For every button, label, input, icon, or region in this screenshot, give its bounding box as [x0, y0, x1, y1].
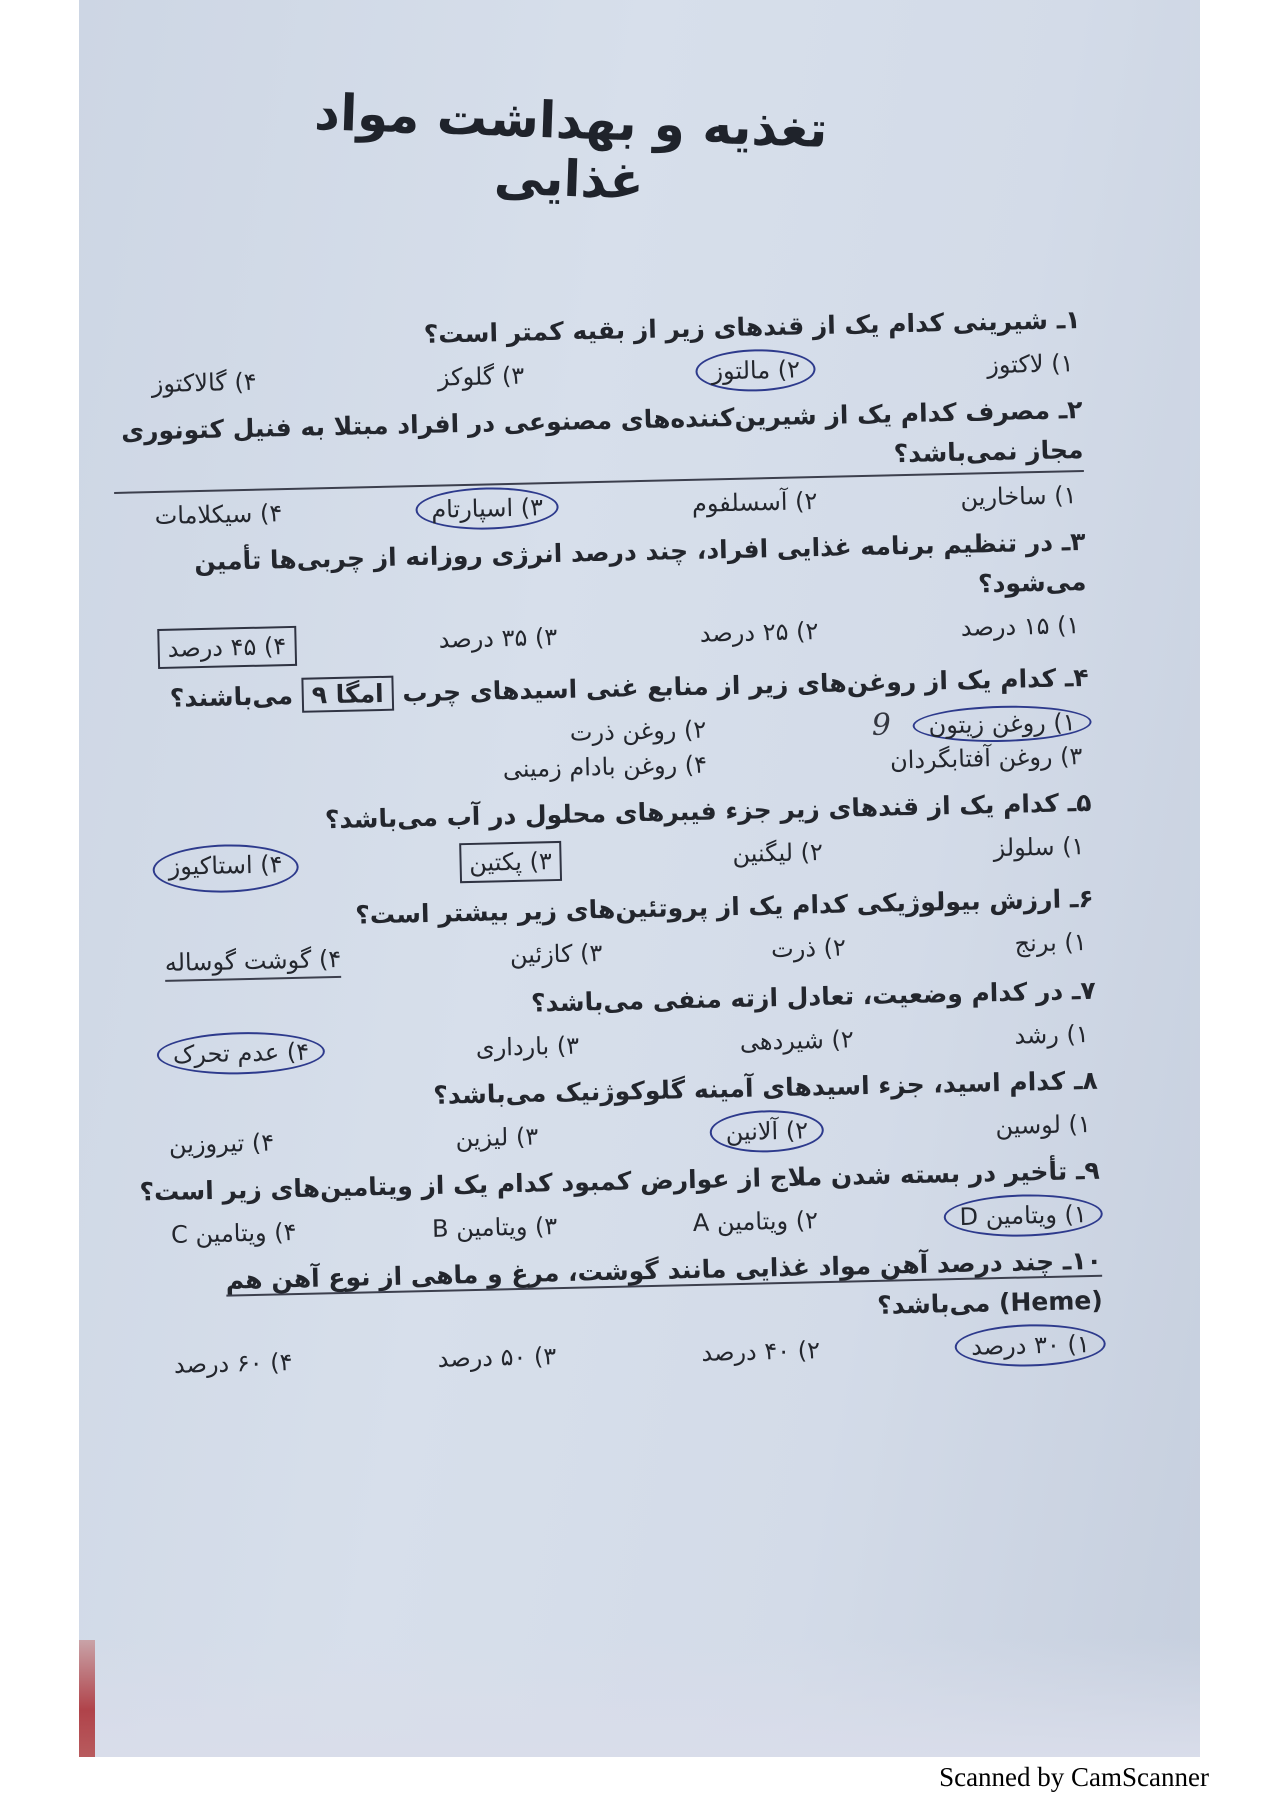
option-1-circled: ۱) ۳۰ درصد — [955, 1323, 1106, 1368]
question-text: ۵ـ کدام یک از قندهای زیر جزء فیبرهای محلول در آب می‌باشد؟ — [324, 787, 1092, 835]
option-2: ۲) روغن ذرت — [569, 715, 707, 747]
handwritten-note: 9 — [871, 707, 892, 743]
question-text: ۷ـ در کدام وضعیت، تعادل ازته منفی می‌باشد؟ — [530, 975, 1096, 1018]
question-text-part: می‌باشد؟ — [876, 1288, 991, 1320]
option-4-marked: ۴) گوشت گوساله — [164, 942, 341, 982]
option-2-circled: ۲) آلانین — [709, 1109, 824, 1154]
option-1: ۱) ۱۵ درصد — [960, 611, 1080, 642]
option-3-boxed: ۳) پکتین — [459, 841, 562, 883]
option-2-circled: ۲) مالتوز — [695, 348, 817, 393]
option-3: ۳) کازئین — [509, 939, 603, 970]
option-4-circled: ۴) عدم تحرک — [156, 1030, 325, 1076]
option-2: ۲) آسسلفوم — [691, 487, 818, 518]
option-3: ۳) ۳۵ درصد — [438, 622, 558, 654]
option-4: ۴) روغن بادام زمینی — [502, 750, 708, 784]
question-text: ۶ـ ارزش بیولوژیکی کدام یک از پروتئین‌های زیر بیشتر است؟ — [355, 883, 1094, 930]
option-1: ۱) سلولز — [993, 832, 1085, 863]
question-text: ۸ـ کدام اسید، جزء اسیدهای آمینه گلوکوژنیک می‌باشد؟ — [432, 1065, 1099, 1110]
option-3: ۳) ویتامین B — [431, 1212, 558, 1243]
question-text: ۳ـ در تنظیم برنامه غذایی افراد، چند درصد انرژی روزانه از چربی‌ها تأمین می‌شود؟ — [194, 526, 1087, 599]
question-text: ۲ـ مصرف کدام یک از شیرین‌کننده‌های مصنوعی در افراد مبتلا به فنیل کتونوری مجاز نمی‌باشد؟ — [112, 390, 1084, 494]
option-4: ۴) ویتامین C — [170, 1218, 297, 1249]
option-3: ۳) روغن آفتابگردان — [889, 742, 1083, 775]
question-2 — [112, 390, 1085, 544]
question-text-part: ۴ـ کدام یک از روغن‌های زیر از منابع غنی اسیدهای چرب — [402, 662, 1089, 708]
option-4-circled: ۴) استاکیوز — [152, 843, 299, 894]
question-text-part: ۱۰ـ چند درصد آهن مواد غذایی مانند گوشت، مرغ و ماهی از نوع آهن هم — [225, 1245, 1103, 1295]
option-3: ۳) گلوکز — [437, 361, 525, 392]
option-1: ۱) رشد — [1014, 1019, 1089, 1050]
option-2: ۲) شیردهی — [739, 1025, 854, 1056]
option-2: ۲) ذرت — [770, 933, 847, 964]
question-text: ۹ـ تأخیر در بسته شدن ملاج از عوارض کمبود کدام یک از ویتامین‌های زیر است؟ — [139, 1155, 1101, 1207]
boxed-term: امگا ۹ — [301, 676, 394, 713]
question-list — [110, 300, 1104, 1393]
option-1: ۱) لوسین — [995, 1109, 1092, 1141]
question-text-part: می‌باشند؟ — [169, 680, 294, 713]
option-4: ۴) سیکلامات — [154, 499, 283, 531]
option-1: ۱) ساخارین — [960, 481, 1077, 512]
scanner-watermark: Scanned by CamScanner — [939, 1762, 1209, 1792]
question-10 — [132, 1241, 1105, 1393]
page-title: تغذیه و بهداشت مواد غذایی — [313, 83, 829, 211]
option-3-circled: ۳) اسپارتام — [415, 486, 560, 531]
option-4: ۴) ۶۰ درصد — [173, 1348, 293, 1379]
heme-label: (Heme) — [998, 1285, 1104, 1318]
option-1: ۱) برنج — [1014, 928, 1087, 958]
option-1-circled: ۱) ویتامین D — [943, 1193, 1103, 1239]
option-2: ۲) ویتامین A — [692, 1206, 819, 1238]
option-4-marked: ۴) ۴۵ درصد — [157, 626, 296, 669]
option-3: ۳) ۵۰ درصد — [437, 1342, 557, 1373]
option-3: ۳) بارداری — [475, 1031, 580, 1062]
option-3: ۳) لیزین — [455, 1122, 539, 1153]
option-1: ۱) لاکتوز — [986, 349, 1074, 380]
background-edge — [79, 1640, 95, 1757]
question-text: ۱ـ شیرینی کدام یک از قندهای زیر از بقیه کمتر است؟ — [423, 304, 1081, 349]
option-2: ۲) ۴۰ درصد — [701, 1336, 821, 1367]
option-1-text: ۱) روغن زیتون — [912, 704, 1092, 744]
question-3 — [115, 522, 1088, 680]
option-4: ۴) گالاکتوز — [151, 367, 257, 399]
question-4 — [118, 658, 1091, 805]
option-4: ۴) تیروزین — [168, 1128, 275, 1159]
option-2: ۲) ۲۵ درصد — [699, 617, 819, 648]
option-2: ۲) لیگنین — [732, 837, 824, 869]
